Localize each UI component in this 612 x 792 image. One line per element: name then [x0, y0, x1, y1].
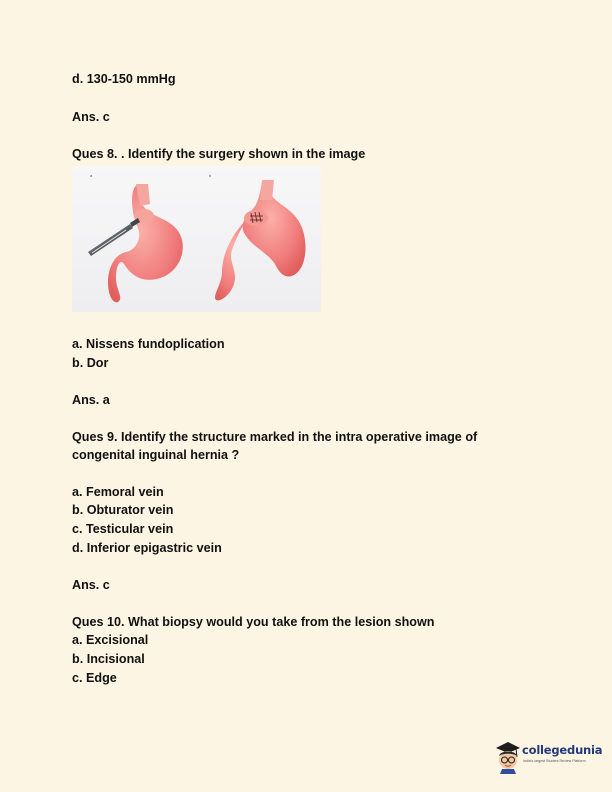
stomach-panel-a [108, 184, 183, 302]
mascot-icon [494, 740, 522, 774]
logo-tagline: India's largest Student Review Platform [523, 759, 586, 763]
q8-question: Ques 8. . Identify the surgery shown in the image [72, 147, 366, 161]
q8-option-b: b. Dor [72, 356, 109, 370]
q9-question-line2: congenital inguinal hernia ? [72, 448, 240, 462]
q9-option-a: a. Femoral vein [72, 485, 164, 499]
logo-wordmark: collegedunia [522, 743, 603, 757]
q8-option-a: a. Nissens fundoplication [72, 337, 225, 351]
q9-answer: Ans. c [72, 578, 110, 592]
q7-option-d: d. 130-150 mmHg [72, 72, 176, 86]
q10-option-b: b. Incisional [72, 652, 145, 666]
stomach-panel-b [215, 180, 305, 300]
q8-answer: Ans. a [72, 393, 110, 407]
panel-a-label: a [90, 173, 93, 178]
q9-question-line1: Ques 9. Identify the structure marked in the intra operative image of [72, 430, 478, 444]
panel-b-label: b [209, 173, 212, 178]
collegedunia-logo [494, 740, 602, 776]
q10-question: Ques 10. What biopsy would you take from the lesion shown [72, 615, 435, 629]
fundoplication-illustration [72, 166, 321, 312]
surgery-image [72, 166, 321, 312]
q9-option-c: c. Testicular vein [72, 522, 174, 536]
q10-option-a: a. Excisional [72, 633, 149, 647]
q9-option-d: d. Inferior epigastric vein [72, 541, 222, 555]
q7-answer: Ans. c [72, 110, 110, 124]
q9-option-b: b. Obturator vein [72, 503, 174, 517]
q10-option-c: c. Edge [72, 671, 117, 685]
